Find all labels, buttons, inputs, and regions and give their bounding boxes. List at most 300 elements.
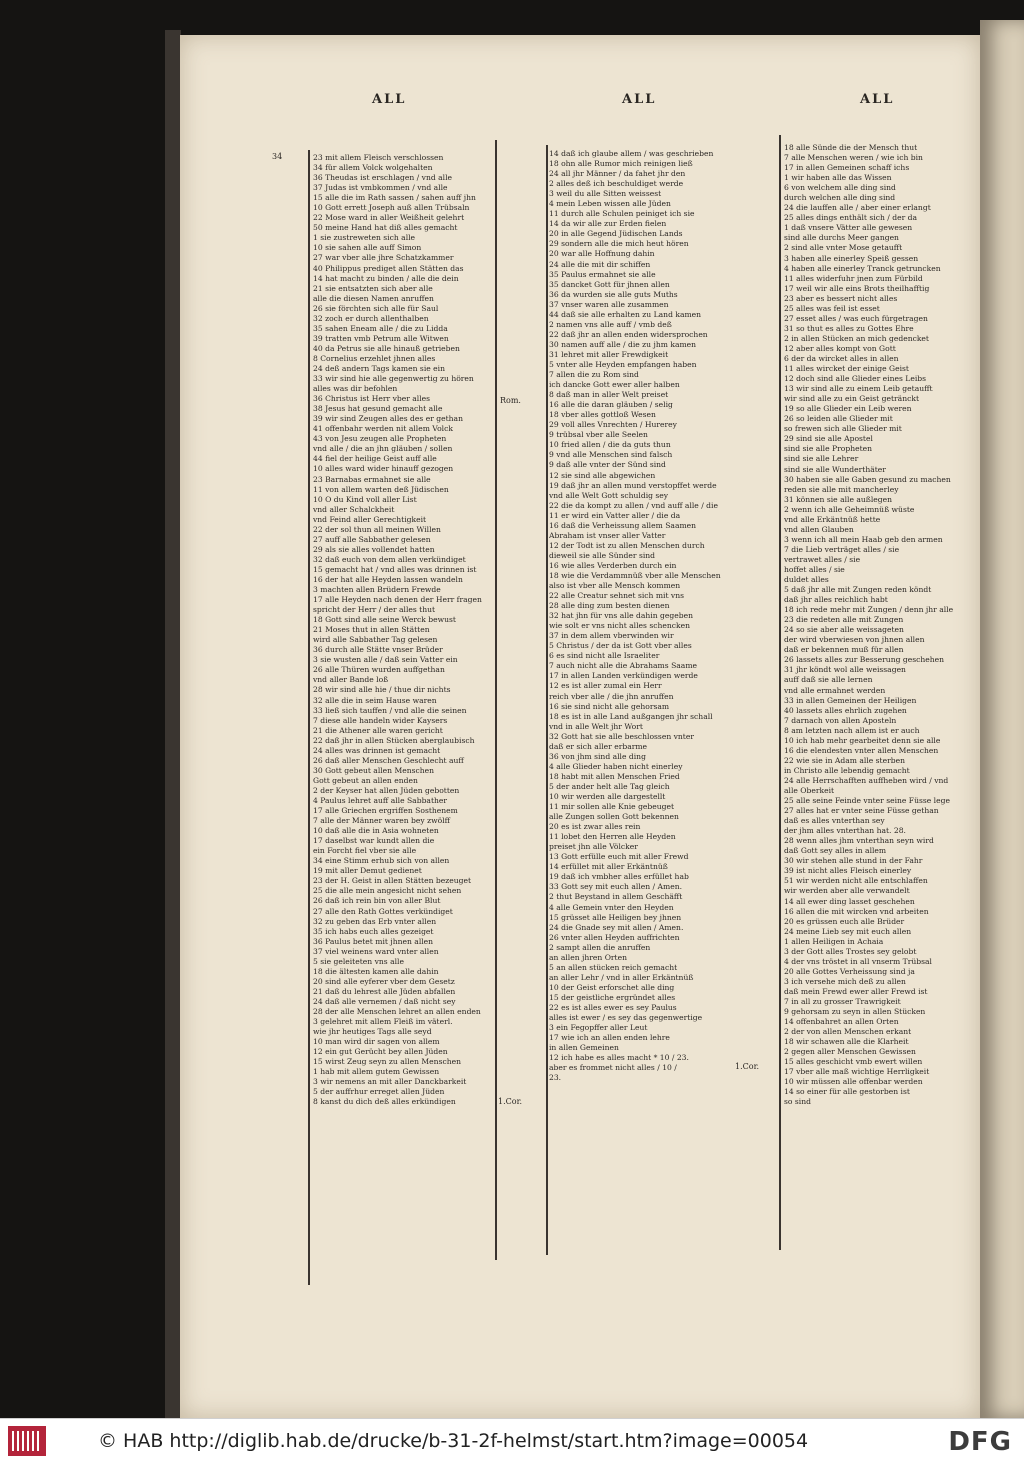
index-entry: 18 vber alles gottloß Wesen: [549, 410, 656, 420]
index-entry: 26 lassets alles zur Besserung geschehen: [784, 655, 945, 665]
index-entry: 2 alles deß ich beschuldiget werde: [549, 179, 684, 189]
index-entry: duldet alles: [784, 575, 829, 585]
index-entry: 18 Gott sind alle seine Werck bewust: [313, 615, 456, 625]
index-entry: 39 ist nicht alles Fleisch einerley: [784, 866, 912, 876]
index-entry: 23 die redeten alle mit Zungen: [784, 615, 904, 625]
index-entry: 20 in alle Gegend Jüdischen Lands: [549, 229, 683, 239]
index-entry: 11 von allem warten deß Jüdischen: [313, 484, 449, 494]
index-entry: 32 zoch er durch allenthalben: [313, 313, 429, 323]
index-entry: 32 daß euch von dem allen verkündiget: [313, 554, 466, 564]
index-entry: 17 wie ich an allen enden lehre: [549, 1033, 670, 1043]
index-column-2: [549, 149, 721, 1083]
index-entry: 10 wir müssen alle offenbar werden: [784, 1077, 923, 1087]
index-entry: 15 gemacht hat / vnd alles was drinnen ist: [313, 564, 477, 574]
index-entry: 28 alle ding zum besten dienen: [549, 601, 670, 611]
index-entry: 24 alle Herrschafften auffheben wird / vnd: [784, 775, 949, 785]
index-entry: 10 fried allen / die da guts thun: [549, 440, 671, 450]
index-entry: 18 habt mit allen Menschen Fried: [549, 771, 680, 781]
index-entry: 44 fiel der heilige Geist auff alle: [313, 454, 437, 464]
index-entry: 26 sie förchten sich alle für Saul: [313, 303, 439, 313]
index-entry: 23 der H. Geist in allen Stätten bezeuget: [313, 876, 472, 886]
index-entry: 19 mit aller Demut gedienet: [313, 866, 422, 876]
index-entry: 3 wir nemens an mit aller Danckbarkeit: [313, 1077, 467, 1087]
index-entry: 8 Cornelius erzehlet jhnen alles: [313, 353, 436, 363]
index-entry: 10 alles ward wider hinauff gezogen: [313, 464, 454, 474]
index-entry: sind alle durchs Meer gangen: [784, 233, 899, 243]
index-entry: 20 alle Gottes Verheissung sind ja: [784, 966, 915, 976]
index-entry: sind sie alle Lehrer: [784, 454, 859, 464]
index-entry: 5 an allen stücken reich gemacht: [549, 962, 678, 972]
index-entry: 26 daß aller Menschen Geschlecht auff: [313, 755, 464, 765]
index-entry: dieweil sie alle Sünder sind: [549, 550, 656, 560]
index-column-3: [784, 143, 953, 1108]
page-edge: [165, 30, 181, 1420]
index-entry: 8 am letzten nach allem ist er auch: [784, 725, 920, 735]
index-entry: 10 daß alle die in Asia wohneten: [313, 826, 439, 836]
index-entry: 25 alles dings enthält sich / der da: [784, 213, 918, 223]
index-entry: 3 ein Fegopffer aller Leut: [549, 1023, 648, 1033]
index-entry: alles was dir befohlen: [313, 384, 398, 394]
index-entry: 37 vnser waren alle zusammen: [549, 299, 669, 309]
facing-page-edge: [980, 20, 1024, 1418]
index-entry: 13 wir sind alle zu einem Leib getaufft: [784, 384, 933, 394]
index-entry: 4 alle Glieder haben nicht einerley: [549, 761, 683, 771]
index-entry: 18 wie die Verdammnüß vber alle Menschen: [549, 570, 721, 580]
index-entry: 12 sie sind alle abgewichen: [549, 470, 656, 480]
index-entry: vnd alle ermahnet werden: [784, 685, 886, 695]
index-entry: vnd alle Erkäntnüß hette: [784, 514, 881, 524]
column-header-3: ALL: [860, 92, 895, 107]
index-entry: spricht der Herr / der alles thut: [313, 605, 436, 615]
index-entry: 32 hat jhn für vns alle dahin gegeben: [549, 611, 694, 621]
column-rule-4: [779, 135, 781, 1250]
index-entry: 9 vnd alle Menschen sind falsch: [549, 450, 673, 460]
index-entry: 7 die Lieb verträget alles / sie: [784, 544, 900, 554]
index-entry: 5 Christus / der da ist Gott vber alles: [549, 641, 692, 651]
index-entry: 1 hab mit allem gutem Gewissen: [313, 1067, 440, 1077]
index-entry: 12 es ist aller zumal ein Herr: [549, 681, 662, 691]
book-label-rom: Rom.: [500, 396, 521, 405]
viewer-footer: [0, 1418, 1024, 1462]
index-entry: 35 Paulus ermahnet sie alle: [549, 269, 656, 279]
index-entry: vnd Feind aller Gerechtigkeit: [313, 514, 427, 524]
index-entry: an allen jhren Orten: [549, 952, 627, 962]
index-entry: 16 sie sind nicht alle gehorsam: [549, 701, 670, 711]
index-entry: 30 haben sie alle Gaben gesund zu machen: [784, 474, 951, 484]
index-entry: daß es alles vnterthan sey: [784, 816, 885, 826]
index-entry: 10 Gott errett Joseph auß allen Trübsaln: [313, 203, 470, 213]
index-entry: 22 daß jhr in allen Stücken aberglaubisch: [313, 735, 475, 745]
index-entry: 7 alle der Männer waren bey zwölff: [313, 816, 450, 826]
index-entry: 29 sind sie alle Apostel: [784, 434, 873, 444]
index-column-1: [313, 153, 482, 1107]
index-entry: 11 alles wircket der einige Geist: [784, 364, 909, 374]
index-entry: 41 offenbahr werden nit allem Volck: [313, 424, 453, 434]
index-entry: 33 in allen Gemeinen der Heiligen: [784, 695, 917, 705]
index-entry: 8 kanst du dich deß alles erkündigen: [313, 1097, 456, 1107]
index-entry: 9 daß alle vnter der Sünd sind: [549, 460, 666, 470]
index-entry: 2 wenn ich alle Geheimnüß wüste: [784, 504, 915, 514]
index-entry: wird alle Sabbather Tag gelesen: [313, 635, 438, 645]
index-entry: alle die diesen Namen anruffen: [313, 293, 434, 303]
index-entry: 28 wir sind alle hie / thue dir nichts: [313, 685, 451, 695]
index-entry: 22 alle Creatur sehnet sich mit vns: [549, 591, 685, 601]
index-entry: 13 Gott erfülle euch mit aller Frewd: [549, 852, 689, 862]
index-entry: 28 der alle Menschen lehret an allen enden: [313, 1006, 481, 1016]
index-entry: 19 so alle Glieder ein Leib weren: [784, 404, 912, 414]
index-entry: vnd aller Bande loß: [313, 675, 389, 685]
index-entry: 30 namen auff alle / die zu jhm kamen: [549, 339, 697, 349]
index-entry: 8 daß man in aller Welt preiset: [549, 390, 669, 400]
index-entry: 10 O du Kind voll aller List: [313, 494, 417, 504]
index-entry: 17 alle Heyden nach denen der Herr fragen: [313, 595, 482, 605]
index-entry: 12 ich habe es alles macht * 10 / 23.: [549, 1053, 689, 1063]
index-entry: durch welchen alle ding sind: [784, 193, 896, 203]
index-entry: daß jhr alles reichlich habt: [784, 595, 888, 605]
index-entry: 10 man wird dir sagen von allem: [313, 1037, 440, 1047]
index-entry: vertrawet alles / sie: [784, 554, 861, 564]
index-entry: 14 offenbahret an allen Orten: [784, 1017, 899, 1027]
index-entry: 21 die Athener alle waren gericht: [313, 725, 443, 735]
index-entry: 4 haben alle einerley Tranck getruncken: [784, 263, 941, 273]
index-entry: 36 von jhm sind alle ding: [549, 751, 646, 761]
index-entry: 5 der ander helt alle Tag gleich: [549, 781, 670, 791]
index-entry: daß mein Frewd ewer aller Frewd ist: [784, 986, 928, 996]
index-entry: 27 esset alles / was euch fürgetragen: [784, 313, 928, 323]
index-entry: 16 daß die Verheissung allem Saamen: [549, 520, 697, 530]
index-entry: 3 haben alle einerley Speiß gessen: [784, 253, 919, 263]
index-entry: 3 wenn ich all mein Haab geb den armen: [784, 534, 943, 544]
index-entry: 23 mit allem Fleisch verschlossen: [313, 153, 444, 162]
index-entry: 11 mir sollen alle Knie gebeuget: [549, 802, 675, 812]
index-entry: 24 die Gnade sey mit allen / Amen.: [549, 922, 684, 932]
index-entry: auff daß sie alle lernen: [784, 675, 873, 685]
index-entry: 22 der sol thun all meinen Willen: [313, 524, 441, 534]
index-entry: 14 all ewer ding lasset geschehen: [784, 896, 915, 906]
index-entry: 32 Gott hat sie alle beschlossen vnter: [549, 731, 694, 741]
index-entry: 21 Moses thut in allen Stätten: [313, 625, 430, 635]
index-entry: 24 daß alle vernemen / daß nicht sey: [313, 996, 456, 1006]
index-entry: vnd aller Schalckheit: [313, 504, 395, 514]
index-entry: 35 dancket Gott für jhnen allen: [549, 279, 670, 289]
index-entry: 26 vnter allen Heyden auffrichten: [549, 932, 680, 942]
index-entry: 31 können sie alle außlegen: [784, 494, 893, 504]
index-entry: 24 so sie aber alle weissageten: [784, 625, 904, 635]
index-entry: 2 in allen Stücken an mich gedencket: [784, 333, 929, 343]
index-entry: 44 daß sie alle erhalten zu Land kamen: [549, 309, 702, 319]
index-entry: sind sie alle Wunderthäter: [784, 464, 886, 474]
index-entry: 34 für allem Volck wolgehalten: [313, 163, 433, 173]
index-entry: vnd in alle Welt jhr Wort: [549, 721, 643, 731]
index-entry: 25 alle seine Feinde vnter seine Füsse lege: [784, 796, 950, 806]
index-entry: 35 ich habs euch alles gezeiget: [313, 926, 434, 936]
index-entry: 24 all jhr Männer / da fahet jhr den: [549, 169, 686, 179]
index-entry: 14 da wir alle zur Erden fielen: [549, 219, 667, 229]
index-entry: 21 sie entsatzten sich aber alle: [313, 283, 433, 293]
index-entry: 2 namen vns alle auff / vmb deß: [549, 319, 672, 329]
index-entry: 28 wenn alles jhm vnterthan seyn wird: [784, 836, 934, 846]
column-rule-3: [546, 145, 548, 1255]
index-entry: 32 zu geben das Erb vnter allen: [313, 916, 437, 926]
index-entry: 12 doch sind alle Glieder eines Leibs: [784, 374, 927, 384]
index-entry: 38 Jesus hat gesund gemacht alle: [313, 404, 443, 414]
index-entry: 10 sie sahen alle auff Simon: [313, 243, 422, 253]
index-entry: 2 der von allen Menschen erkant: [784, 1027, 912, 1037]
index-entry: aber es frommet nicht alles / 10 /: [549, 1063, 677, 1073]
index-entry: 17 weil wir alle eins Brots theilhafftig: [784, 283, 930, 293]
index-entry: 33 ließ sich tauffen / vnd alle die seinen: [313, 705, 467, 715]
index-entry: 36 da wurden sie alle guts Muths: [549, 289, 678, 299]
index-entry: 12 ein gut Gerücht bey allen Jüden: [313, 1047, 448, 1057]
index-entry: alles ist ewer / es sey das gegenwertige: [549, 1013, 703, 1023]
index-entry: ein Forcht fiel vber sie alle: [313, 846, 417, 856]
index-entry: 9 gehorsam zu seyn in allen Stücken: [784, 1007, 926, 1017]
index-entry: 17 in allen Landen verkündigen werde: [549, 671, 698, 681]
index-entry: 51 wir werden nicht alle entschlaffen: [784, 876, 928, 886]
index-entry: 40 da Petrus sie alle hinauß getrieben: [313, 343, 460, 353]
index-entry: 43 von Jesu zeugen alle Propheten: [313, 434, 447, 444]
index-entry: 10 wir werden alle dargestellt: [549, 792, 666, 801]
index-entry: alle Oberkeit: [784, 786, 835, 795]
index-entry: 35 sahen Eneam alle / die zu Lidda: [313, 323, 448, 333]
index-entry: 11 durch alle Schulen peiniget ich sie: [549, 209, 695, 219]
index-entry: 7 darnach von allen Aposteln: [784, 715, 897, 725]
index-entry: 27 alle den Rath Gottes verkündiget: [313, 906, 453, 916]
index-entry: 26 so leiden alle Glieder mit: [784, 414, 893, 424]
index-entry: in Christo alle lebendig gemacht: [784, 765, 910, 775]
index-entry: 3 machten allen Brüdern Frewde: [313, 585, 441, 595]
index-entry: 36 durch alle Stätte vnser Brüder: [313, 645, 443, 655]
index-entry: vnd alle / die an jhn gläuben / sollen: [313, 444, 453, 454]
index-entry: 10 der Geist erforschet alle ding: [549, 982, 675, 992]
index-entry: 36 Theudas ist erschlagen / vnd alle: [313, 173, 452, 183]
index-entry: so frewen sich alle Glieder mit: [784, 424, 902, 434]
index-entry: reich vber alle / die jhn anruffen: [549, 691, 674, 701]
index-entry: wie jhr heutiges Tags alle seyd: [313, 1027, 432, 1037]
index-entry: 5 sie geleiteten vns alle: [313, 956, 404, 966]
index-entry: 5 der auffrhur erreget allen Jüden: [313, 1087, 445, 1097]
index-entry: 18 die ältesten kamen alle dahin: [313, 966, 439, 976]
index-entry: 22 wie sie in Adam alle sterben: [784, 755, 905, 765]
index-entry: preiset jhn alle Völcker: [549, 842, 638, 852]
index-entry: 20 es ist zwar alles rein: [549, 822, 641, 832]
column-rule-2: [495, 140, 497, 1260]
index-entry: 30 Gott gebeut allen Menschen: [313, 765, 435, 775]
index-entry: wir sind alle zu ein Geist getränckt: [784, 394, 920, 404]
index-entry: so sind: [784, 1097, 811, 1107]
column-header-2: ALL: [622, 92, 657, 107]
index-entry: der jhm alles vnterthan hat. 28.: [784, 826, 906, 836]
index-entry: 12 aber alles kompt von Gott: [784, 343, 896, 353]
column-header-1: ALL: [372, 92, 407, 107]
index-entry: 4 mein Leben wissen alle Jüden: [549, 199, 671, 209]
index-entry: also ist vber alle Mensch kommen: [549, 581, 681, 591]
index-entry: 24 alles was drinnen ist gemacht: [313, 745, 441, 755]
index-entry: 23 aber es bessert nicht alles: [784, 293, 898, 303]
index-entry: 19 daß ich vmbher alles erfüllet hab: [549, 872, 689, 882]
index-entry: 3 gelehret mit allem Fleiß im väterl.: [313, 1017, 453, 1027]
index-entry: 33 wir sind hie alle gegenwertig zu hören: [313, 374, 474, 384]
index-entry: 22 die da kompt zu allen / vnd auff alle / die: [549, 500, 718, 510]
index-entry: 24 meine Lieb sey mit euch allen: [784, 926, 912, 936]
index-entry: 40 Philippus prediget allen Stätten das: [313, 263, 464, 273]
index-entry: Abraham ist vnser aller Vatter: [549, 530, 666, 540]
index-entry: der wird vberwiesen von jhnen allen: [784, 635, 925, 645]
index-entry: sind sie alle Propheten: [784, 444, 873, 454]
index-entry: 25 alles was feil ist esset: [784, 303, 880, 313]
index-entry: 11 er wird ein Vatter aller / die da: [549, 510, 681, 520]
index-entry: daß Gott sey alles in allem: [784, 846, 887, 856]
index-entry: 16 der hat alle Heyden lassen wandeln: [313, 574, 463, 584]
index-entry: 22 daß jhr an allen enden widersprochen: [549, 329, 708, 339]
index-entry: 7 in all zu grosser Trawrigkeit: [784, 996, 901, 1006]
index-entry: 30 wir stehen alle stund in der Fahr: [784, 856, 923, 866]
index-entry: wie solt er vns nicht alles schencken: [549, 621, 691, 631]
index-entry: 23.: [549, 1073, 562, 1083]
index-entry: 21 daß du lehrest alle Jüden abfallen: [313, 986, 456, 996]
index-entry: 15 grüsset alle Heiligen bey jhnen: [549, 912, 682, 922]
index-entry: 20 sind alle eyferer vber dem Gesetz: [313, 976, 455, 986]
index-entry: 22 Mose ward in aller Weißheit gelehrt: [313, 213, 465, 223]
index-entry: 15 alles geschicht vmb ewert willen: [784, 1057, 923, 1067]
index-entry: wir werden aber alle verwandelt: [784, 886, 910, 896]
page-number: 34: [272, 152, 283, 161]
index-entry: 36 Christus ist Herr vber alles: [313, 394, 431, 404]
index-entry: 31 so thut es alles zu Gottes Ehre: [784, 323, 914, 333]
index-entry: 15 alle die im Rath sassen / sahen auff jhn: [313, 193, 476, 203]
index-entry: 6 von welchem alle ding sind: [784, 183, 896, 193]
index-entry: 14 daß ich glaube allem / was geschrieben: [549, 149, 714, 158]
index-entry: 16 wie alles Verderben durch ein: [549, 560, 677, 570]
index-entry: 6 der da wircket alles in allen: [784, 353, 899, 363]
index-entry: 7 allen die zu Rom sind: [549, 370, 639, 380]
index-entry: an aller Lehr / vnd in aller Erkäntnüß: [549, 972, 694, 982]
index-entry: 37 Judas ist vmbkommen / vnd alle: [313, 183, 448, 193]
index-entry: 5 vnter alle Heyden empfangen haben: [549, 359, 697, 369]
index-entry: 2 gegen aller Menschen Gewissen: [784, 1047, 916, 1057]
index-entry: 4 der vns tröstet in all vnserm Trübsal: [784, 956, 932, 966]
index-entry: 18 alle Sünde die der Mensch thut: [784, 143, 918, 152]
index-entry: 19 daß jhr an allen mund verstopffet werde: [549, 480, 717, 490]
book-label-cor-col3: 1.Cor.: [735, 1062, 760, 1071]
index-entry: 27 alles hat er vnter seine Füsse gethan: [784, 806, 939, 816]
index-entry: vnd alle Welt Gott schuldig sey: [549, 490, 669, 500]
index-entry: 16 alle die daran gläuben / selig: [549, 400, 673, 410]
index-entry: 6 es sind nicht alle Israeliter: [549, 651, 660, 661]
index-entry: ich dancke Gott ewer aller halben: [549, 380, 680, 390]
footer-copyright-link[interactable]: © HAB http://diglib.hab.de/drucke/b-31-2f-helmst/start.htm?image=00054: [98, 1430, 809, 1452]
index-entry: 4 alle Gemein vnter den Heyden: [549, 902, 674, 912]
index-entry: 2 thut Beystand in allem Geschäfft: [549, 892, 683, 902]
index-entry: 32 alle die in seim Hause waren: [313, 695, 437, 705]
index-entry: 18 ohn alle Rumor mich reinigen ließ: [549, 159, 693, 169]
index-entry: 36 Paulus betet mit jhnen allen: [313, 936, 434, 946]
index-entry: 29 als sie alles vollendet hatten: [313, 544, 435, 554]
index-entry: 11 lobet den Herren alle Heyden: [549, 832, 676, 842]
index-entry: 2 sind alle vnter Mose getaufft: [784, 243, 903, 253]
index-entry: 17 vber alle maß wichtige Herrligkeit: [784, 1067, 930, 1077]
index-entry: 40 lassets alles ehrlich zugehen: [784, 705, 907, 715]
index-entry: vnd allen Glauben: [784, 524, 854, 534]
index-entry: 14 erfüllet mit aller Erkäntnüß: [549, 862, 668, 872]
hab-logo-icon: [8, 1426, 46, 1456]
index-entry: 16 allen die mit wircken vnd arbeiten: [784, 906, 929, 916]
index-entry: 9 trübsal vber alle Seelen: [549, 430, 648, 440]
index-entry: 14 hat macht zu binden / alle die dein: [313, 273, 459, 283]
dfg-logo: DFG: [948, 1427, 1012, 1457]
index-entry: 17 in allen Gemeinen schaff ichs: [784, 163, 910, 173]
index-entry: 7 alle Menschen weren / wie ich bin: [784, 153, 923, 163]
index-entry: 15 der geistliche ergründet alles: [549, 992, 676, 1002]
index-entry: 37 viel weinens ward vnter allen: [313, 946, 439, 956]
index-entry: 3 sie wusten alle / daß sein Vatter ein: [313, 655, 458, 665]
index-entry: reden sie alle mit mancherley: [784, 484, 899, 494]
index-entry: 31 lehret mit aller Frewdigkeit: [549, 349, 669, 359]
index-entry: 31 jhr köndt wol alle weissagen: [784, 665, 906, 675]
index-entry: daß er sich aller erbarme: [549, 741, 648, 751]
index-entry: 29 sondern alle die mich heut hören: [549, 239, 689, 249]
index-entry: 24 die lauffen alle / aber einer erlangt: [784, 203, 931, 213]
index-entry: 27 auff alle Sabbather gelesen: [313, 534, 431, 544]
index-entry: 39 wir sind Zeugen alles des er gethan: [313, 414, 463, 424]
column-rule-1: [308, 150, 310, 1285]
index-entry: 14 so einer für alle gestorben ist: [784, 1087, 910, 1097]
index-entry: 11 alles widerfuhr jnen zum Fürbild: [784, 273, 923, 283]
index-entry: 33 Gott sey mit euch allen / Amen.: [549, 882, 683, 892]
index-entry: 3 weil du alle Sitten weissest: [549, 189, 662, 199]
index-entry: 18 ich rede mehr mit Zungen / denn jhr alle: [784, 605, 954, 615]
index-entry: 17 daselbst war kundt allen die: [313, 836, 435, 846]
index-entry: 12 der Todt ist zu allen Menschen durch: [549, 540, 705, 550]
index-entry: 20 war alle Hoffnung dahin: [549, 249, 655, 259]
index-entry: 3 ich versehe mich deß zu allen: [784, 976, 906, 986]
index-entry: 23 Barnabas ermahnet sie alle: [313, 474, 431, 484]
index-entry: 25 die alle mein angesicht nicht sehen: [313, 886, 462, 896]
index-entry: 1 sie zustreweten sich alle: [313, 233, 416, 243]
index-entry: 26 alle Thüren wurden auffgethan: [313, 665, 445, 675]
index-entry: 18 wir schawen alle die Klarheit: [784, 1037, 909, 1047]
index-entry: 1 allen Heiligen in Achaia: [784, 936, 884, 946]
index-entry: 20 es grüssen euch alle Brüder: [784, 916, 905, 926]
index-entry: 10 ich hab mehr gearbeitet denn sie alle: [784, 735, 941, 745]
index-entry: 39 tratten vmb Petrum alle Witwen: [313, 333, 449, 343]
index-entry: daß er bekennen muß für allen: [784, 645, 904, 655]
index-entry: 2 der Keyser hat allen Jüden gebotten: [313, 785, 460, 795]
index-entry: Gott gebeut an allen enden: [313, 775, 418, 785]
index-entry: 27 war vber alle jhre Schatzkammer: [313, 253, 454, 263]
index-entry: 3 der Gott alles Trostes sey gelobt: [784, 946, 917, 956]
index-entry: 1 wir haben alle das Wissen: [784, 173, 892, 183]
index-entry: 2 sampt allen die anruffen: [549, 942, 651, 952]
index-entry: 37 in dem allem vberwinden wir: [549, 631, 674, 641]
index-entry: 15 wirst Zeug seyn zu allen Menschen: [313, 1057, 461, 1067]
index-entry: 50 meine Hand hat diß alles gemacht: [313, 223, 458, 233]
index-entry: 34 eine Stimm erhub sich von allen: [313, 856, 450, 866]
index-entry: 17 alle Griechen ergriffen Sosthenem: [313, 806, 458, 816]
book-label-cor: 1.Cor.: [498, 1097, 523, 1106]
index-entry: 29 voll alles Vnrechten / Hurerey: [549, 420, 677, 430]
index-entry: in allen Gemeinen: [549, 1043, 619, 1053]
index-entry: hoffet alles / sie: [784, 564, 845, 574]
index-entry: 22 es ist alles ewer es sey Paulus: [549, 1002, 677, 1012]
index-entry: 26 daß ich rein bin von aller Blut: [313, 896, 441, 906]
index-entry: 18 es ist in alle Land außgangen jhr schall: [549, 711, 713, 721]
index-entry: 24 alle die mit dir schiffen: [549, 259, 651, 269]
index-entry: 7 auch nicht alle die Abrahams Saame: [549, 661, 698, 671]
index-entry: 7 diese alle handeln wider Kaysers: [313, 715, 448, 725]
index-entry: 4 Paulus lehret auff alle Sabbather: [313, 796, 448, 805]
index-entry: 1 daß vnsere Vätter alle gewesen: [784, 223, 913, 233]
